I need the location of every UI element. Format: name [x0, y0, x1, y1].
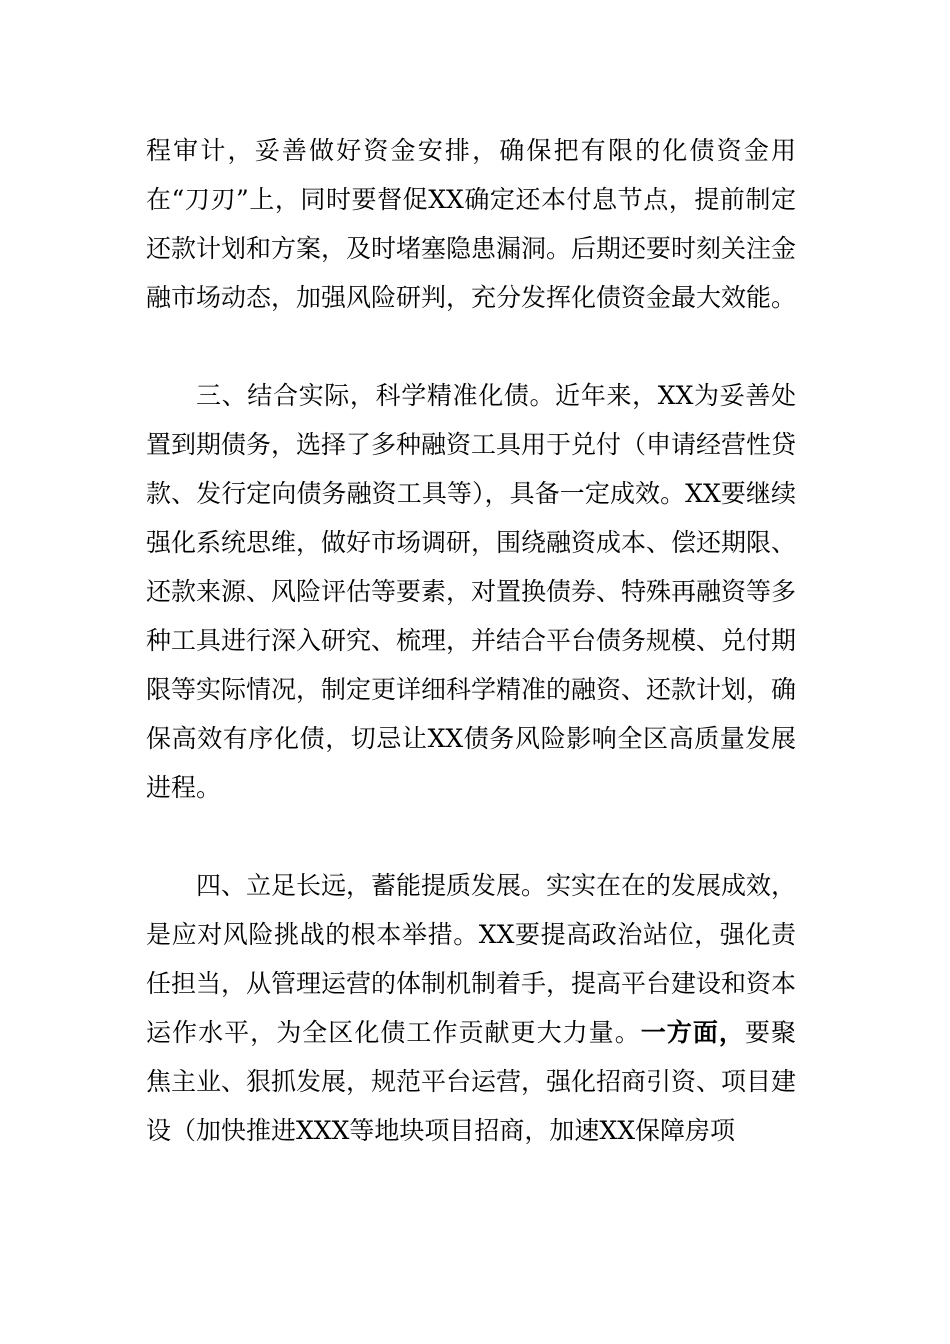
section-four-bold-lead: 一方面，: [640, 1018, 745, 1047]
paragraph-continued: 程审计，妥善做好资金安排，确保把有限的化债资金用在“刀刃”上，同时要督促XX确定还本付息节点，提前制定还款计划和方案，及时堵塞隐患漏洞。后期还要时刻关注金融市场动态，加强风险研判，充分发挥化债资金最大效能。: [146, 136, 797, 312]
paragraph-section-four: [146, 861, 796, 1155]
paragraph-section-three: 三、结合实际，科学精准化债。近年来，XX为妥善处置到期债务，选择了多种融资工具用于兑付（申请经营性贷款、发行定向债务融资工具等），具备一定成效。XX要继续强化系统思维，做好市场调研，围绕融资成本、偿还期限、还款来源、风险评估等要素，对置换债券、特殊再融资等多种工具进行深入研究、梳理，并结合平台债务规模、兑付期限等实际情况，制定更详细科学精准的融资、还款计划，确保高效有序化债，切忌让XX债务风险影响全区高质量发展进程。: [146, 381, 797, 802]
section-four-text-continued: 要聚焦主业、狠抓发展，规范平台运营，强化招商引资、项目建设（加快推进XXX等地块项目招商，加速XX保障房项: [146, 1018, 797, 1145]
section-four-text: 四、立足长远，蓄能提质发展。实实在在的发展成效，是应对风险挑战的根本举措。XX要提高政治站位，强化责任担当，从管理运营的体制机制着手，提高平台建设和资本运作水平，为全区化债工作贡献更大力量。: [146, 871, 797, 1047]
document-page: [146, 126, 796, 1155]
